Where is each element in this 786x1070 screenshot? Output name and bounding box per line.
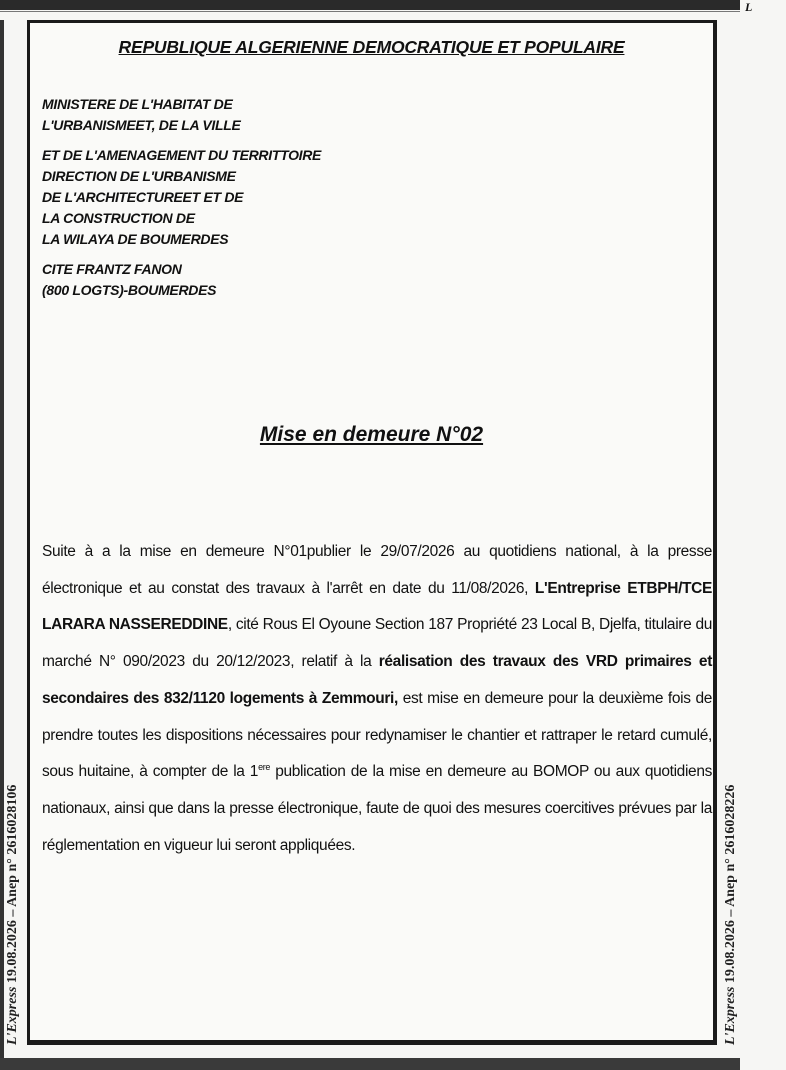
ministry-line: LA WILAYA DE BOUMERDES (42, 231, 229, 247)
ministry-line: (800 LOGTS)-BOUMERDES (42, 282, 217, 298)
left-edge-rule (0, 20, 4, 1060)
top-border-rule (0, 0, 740, 10)
body-part-1: Suite à a la mise en demeure N°01publier le 29/07/2026 au quotidiens national, à la presse électronique et au constat des travaux à l'arrêt en date du 11/08/2026, (42, 543, 712, 597)
bottom-border-rule (0, 1058, 740, 1070)
ordinal-suffix: ere (258, 762, 271, 773)
notice-body (42, 534, 712, 864)
republic-title: REPUBLIQUE ALGERIENNE DEMOCRATIQUE ET POPULAIRE (118, 37, 625, 57)
notice-frame (27, 20, 717, 1045)
left-publication-stamp (5, 785, 21, 1045)
left-publication-ref: 19.08.2026 – Anep n° 2616028106 (5, 784, 20, 987)
ministry-line: CITE FRANTZ FANON (42, 261, 182, 277)
ministry-line: DE L'ARCHITECTUREET ET DE (42, 189, 244, 205)
company-name: L'Entreprise ETBPH/TCE LARARA NASSEREDDINE (42, 579, 712, 634)
ministry-address-block (42, 94, 321, 301)
left-publication-name: L'Express (5, 986, 20, 1045)
top-border-line (0, 11, 740, 12)
project-description: réalisation des travaux des VRD primaires et secondaires des 832/1120 logements à Zemmouri, (42, 653, 713, 707)
body-part-3: est mise en demeure pour la deuxième fois de prendre toutes les dispositions nécessaires pour redynamiser le chantier et rattraper le retard cumulé, sous huitaine, à compter de la 1 (42, 689, 712, 781)
ministry-line: ET DE L'AMENAGEMENT DU TERRITTOIRE (42, 147, 322, 163)
right-publication-stamp (723, 785, 739, 1045)
body-part-2: , cité Rous El Oyoune Section 187 Propriété 23 Local B, Djelfa, titulaire du marché N° 090/2023 du 20/12/2023, relatif à la (42, 616, 712, 671)
notice-title: Mise en demeure N°02 (259, 423, 484, 446)
right-publication-name: L'Express (723, 986, 738, 1045)
right-publication-ref: 19.08.2026 – Anep n° 2616028226 (723, 784, 738, 987)
ministry-line: DIRECTION DE L'URBANISME (42, 168, 236, 184)
body-part-4: publication de la mise en demeure au BOMOP ou aux quotidiens nationaux, ainsi que dans la presse électronique, faute de quoi des mesures coercitives prévues par la réglementation en vigueur lui seront appliquées. (42, 763, 712, 854)
ministry-line: MINISTERE DE L'HABITAT DE (42, 96, 233, 112)
corner-mark: L (745, 0, 753, 14)
ministry-line: LA CONSTRUCTION DE (42, 210, 195, 226)
ministry-line: L'URBANISMEET, DE LA VILLE (42, 117, 241, 133)
